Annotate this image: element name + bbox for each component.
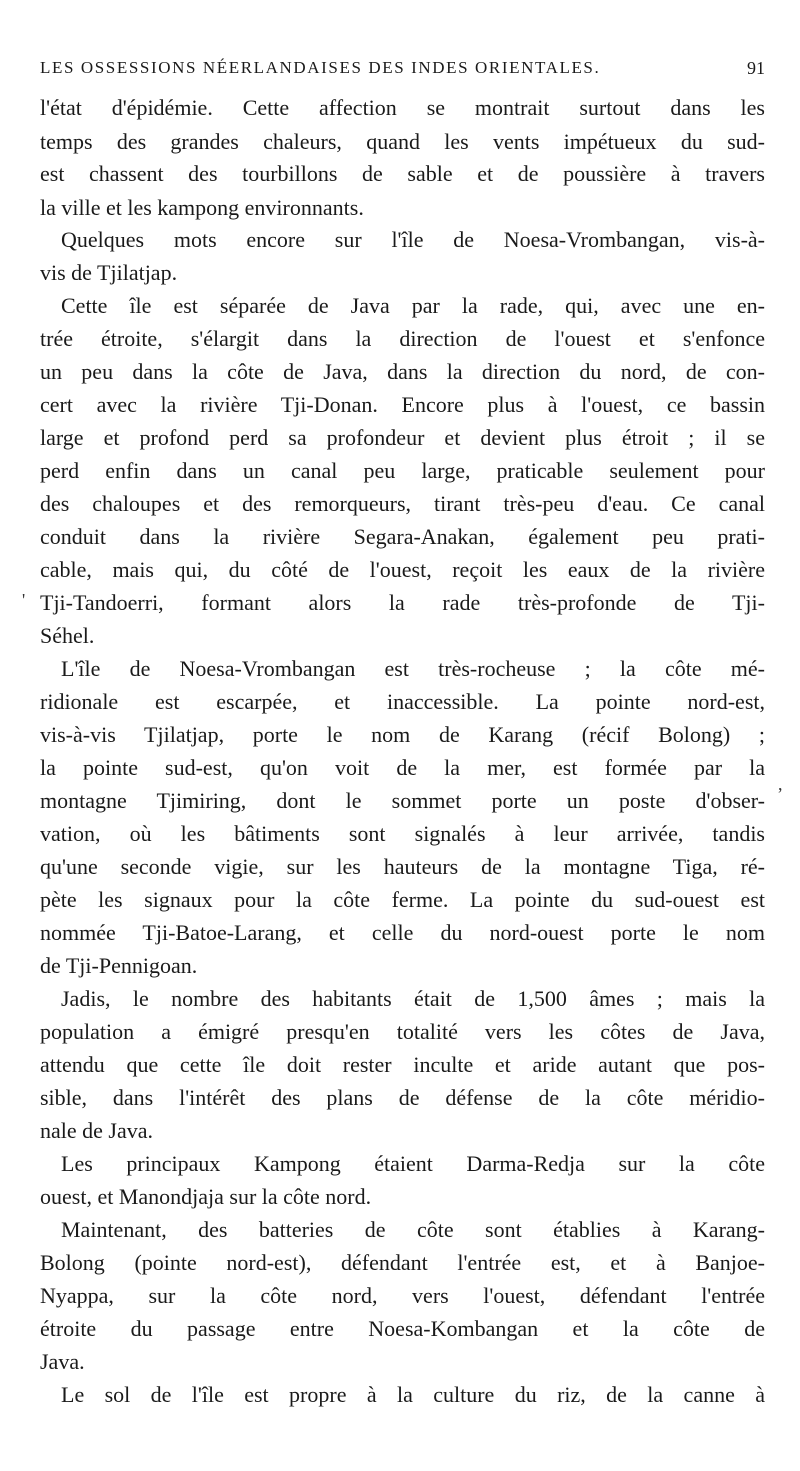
text-line: Le sol de l'île est propre à la culture du riz, de la canne à (61, 1382, 765, 1407)
text-line: Jadis, le nombre des habitants était de 1,500 âmes ; mais la (61, 986, 765, 1011)
text-line: population a émigré presqu'en totalité vers les côtes de Java, (40, 1019, 765, 1044)
text-line: vis-à-vis Tjilatjap, porte le nom de Karang (récif Bolong) ; (40, 722, 765, 747)
text-line: Nyappa, sur la côte nord, vers l'ouest, défendant l'entrée (40, 1283, 765, 1308)
text-line: Séhel. (40, 623, 95, 648)
margin-mark: , (778, 774, 783, 794)
text-line: Tji-Tandoerri, formant alors la rade très-profonde de Tji- (40, 590, 765, 615)
page-header (40, 58, 765, 84)
text-line: Bolong (pointe nord-est), défendant l'entrée est, et à Banjoe- (40, 1250, 765, 1275)
margin-mark: ' (22, 590, 26, 610)
text-line: Java. (40, 1349, 85, 1374)
text-line: montagne Tjimiring, dont le sommet porte un poste d'obser- (40, 788, 765, 813)
text-line: ouest, et Manondjaja sur la côte nord. (40, 1184, 372, 1209)
text-line: étroite du passage entre Noesa-Kombangan et la côte de (40, 1316, 765, 1341)
text-line: temps des grandes chaleurs, quand les vents impétueux du sud- (40, 129, 765, 154)
text-line: vis de Tjilatjap. (40, 260, 178, 285)
text-line: perd enfin dans un canal peu large, praticable seulement pour (40, 458, 765, 483)
text-line: des chaloupes et des remorqueurs, tirant très-peu d'eau. Ce canal (40, 491, 765, 516)
text-line: trée étroite, s'élargit dans la direction de l'ouest et s'enfonce (40, 326, 765, 351)
page-number: 91 (747, 58, 765, 78)
text-line: Les principaux Kampong étaient Darma-Redja sur la côte (61, 1151, 765, 1176)
text-line: qu'une seconde vigie, sur les hauteurs de la montagne Tiga, ré- (40, 854, 765, 879)
text-line: Cette île est séparée de Java par la rade, qui, avec une en- (61, 293, 765, 318)
text-line: un peu dans la côte de Java, dans la direction du nord, de con- (40, 359, 765, 384)
text-line: nale de Java. (40, 1118, 153, 1143)
text-line: Maintenant, des batteries de côte sont établies à Karang- (61, 1217, 765, 1242)
text-line: vation, où les bâtiments sont signalés à leur arrivée, tandis (40, 821, 765, 846)
text-line: est chassent des tourbillons de sable et de poussière à travers (40, 161, 765, 186)
text-line: large et profond perd sa profondeur et devient plus étroit ; il se (40, 425, 765, 450)
text-line: la pointe sud-est, qu'on voit de la mer, est formée par la (40, 755, 765, 780)
running-title: LES OSSESSIONS NÉERLANDAISES DES INDES ORIENTALES. (40, 58, 601, 77)
text-line: L'île de Noesa-Vrombangan est très-rocheuse ; la côte mé- (61, 656, 765, 681)
text-line: ridionale est escarpée, et inaccessible. La pointe nord-est, (40, 689, 765, 714)
text-line: l'état d'épidémie. Cette affection se montrait surtout dans les (40, 95, 765, 120)
text-line: conduit dans la rivière Segara-Anakan, également peu prati- (40, 524, 765, 549)
text-line: Quelques mots encore sur l'île de Noesa-Vrombangan, vis-à- (61, 227, 765, 252)
text-line: cable, mais qui, du côté de l'ouest, reçoit les eaux de la rivière (40, 557, 765, 582)
text-line: nommée Tji-Batoe-Larang, et celle du nord-ouest porte le nom (40, 920, 765, 945)
text-line: de Tji-Pennigoan. (40, 953, 198, 978)
text-line: la ville et les kampong environnants. (40, 195, 364, 220)
text-line: attendu que cette île doit rester inculte et aride autant que pos- (40, 1052, 765, 1077)
text-line: cert avec la rivière Tji-Donan. Encore plus à l'ouest, ce bassin (40, 392, 765, 417)
text-line: pète les signaux pour la côte ferme. La pointe du sud-ouest est (40, 887, 765, 912)
text-line: sible, dans l'intérêt des plans de défense de la côte méridio- (40, 1085, 765, 1110)
